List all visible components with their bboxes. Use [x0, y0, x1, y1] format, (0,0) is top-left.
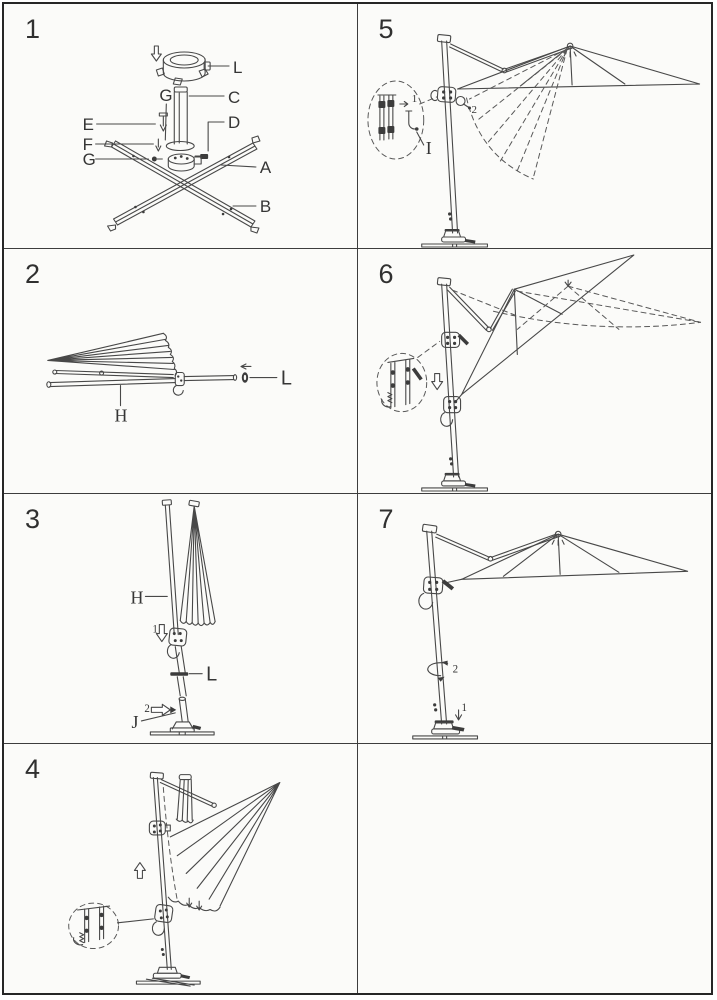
hub-bracket — [167, 628, 187, 659]
support-pole — [162, 500, 178, 635]
part-label-h: H — [114, 405, 128, 426]
crank-handle-part — [405, 111, 418, 131]
step-number-2: 2 — [452, 663, 458, 676]
step-number-1: 1 — [152, 623, 158, 636]
part-label-l: L — [233, 57, 243, 78]
step-number-1: 1 — [411, 92, 417, 106]
panel-4 — [4, 744, 358, 993]
previous-position-ghost — [452, 280, 700, 329]
panel-number: 5 — [378, 14, 394, 44]
mast-pole — [150, 772, 171, 969]
mast-pole — [437, 34, 457, 233]
panel-7 — [358, 494, 712, 744]
rotation-lock-diagram — [358, 494, 712, 743]
ring-part — [241, 364, 251, 383]
leader-I — [416, 132, 423, 145]
part-label-i: I — [425, 137, 432, 159]
part-label-d: D — [228, 112, 241, 133]
detail-zoom-circle — [376, 353, 426, 411]
panel-number: 3 — [25, 504, 41, 534]
open-canopy — [457, 43, 699, 89]
panel-number: 4 — [25, 754, 41, 784]
cantilever-arm — [447, 287, 515, 331]
tilted-canopy — [455, 255, 633, 402]
panel-5 — [358, 4, 712, 249]
base-stand — [421, 229, 487, 247]
panel-1 — [4, 4, 358, 249]
pole-mid — [177, 677, 186, 696]
canopy-raising-diagram — [358, 4, 712, 248]
panel-number: 7 — [378, 504, 394, 534]
panel-6 — [358, 249, 712, 494]
open-canopy — [447, 531, 687, 582]
pole-attachment-diagram — [4, 494, 357, 743]
pole-stub — [179, 697, 188, 722]
lever-part — [411, 367, 422, 380]
base-socket — [150, 722, 214, 735]
canopy-opening-diagram — [4, 744, 357, 993]
opening-fan-canopy — [168, 783, 280, 911]
cantilever-arm — [435, 534, 556, 561]
folded-canopy-diagram — [4, 249, 357, 493]
ring-part — [170, 672, 188, 676]
leader-G-top — [165, 104, 166, 140]
hub-part — [168, 154, 201, 171]
part-label-g-side: G — [82, 149, 96, 170]
hub-bracket — [173, 373, 184, 396]
detail-zoom-circle — [69, 903, 119, 948]
slide-up-arrow-icon — [134, 863, 145, 879]
push-arrow-icon — [399, 102, 407, 107]
cover-cap-part — [156, 52, 210, 85]
panel-8-empty — [358, 744, 712, 993]
part-label-l: L — [280, 367, 292, 390]
mast-pole — [422, 524, 446, 724]
step-number-2: 2 — [471, 103, 477, 117]
mast-pole — [437, 278, 458, 477]
panel-3 — [4, 494, 358, 744]
step-number-1: 1 — [461, 701, 467, 714]
arm-tube — [184, 375, 236, 381]
part-label-c: C — [228, 87, 241, 108]
diagram-grid — [2, 2, 713, 995]
crank-bracket — [430, 86, 470, 109]
base-stand — [421, 473, 487, 491]
base-stand — [412, 720, 477, 739]
insert-arrow-icon — [151, 46, 161, 61]
part-label-b: B — [259, 196, 272, 217]
exploded-base-diagram — [4, 4, 357, 248]
slide-down-arrow-icon — [431, 374, 442, 390]
panel-2 — [4, 249, 358, 494]
part-label-j: J — [131, 711, 139, 732]
base-stand — [136, 967, 200, 986]
zoom-leader — [118, 919, 154, 923]
panel-number: 6 — [378, 259, 394, 289]
insert-down-arrow-icon — [156, 625, 167, 642]
bolt-g-part — [152, 157, 162, 162]
panel-number: 2 — [25, 259, 41, 289]
cantilever-arm — [449, 44, 568, 73]
canopy-tilt-diagram — [358, 249, 712, 493]
part-label-g-top: G — [159, 85, 173, 106]
leader-D — [208, 122, 224, 151]
zoom-leader — [417, 341, 439, 357]
pole-upper — [175, 647, 185, 673]
part-label-e: E — [82, 114, 94, 135]
support-arms — [47, 370, 175, 387]
pin-f-part — [156, 139, 161, 151]
slide-arrow-icon — [241, 364, 251, 369]
panel-number: 1 — [25, 14, 41, 44]
folded-canopy — [48, 333, 177, 375]
part-label-a: A — [259, 157, 272, 178]
part-label-l: L — [206, 663, 218, 686]
part-label-f: F — [82, 134, 94, 155]
part-label-h: H — [130, 587, 144, 608]
step-number-2: 2 — [144, 702, 150, 715]
closed-canopy — [180, 500, 215, 625]
